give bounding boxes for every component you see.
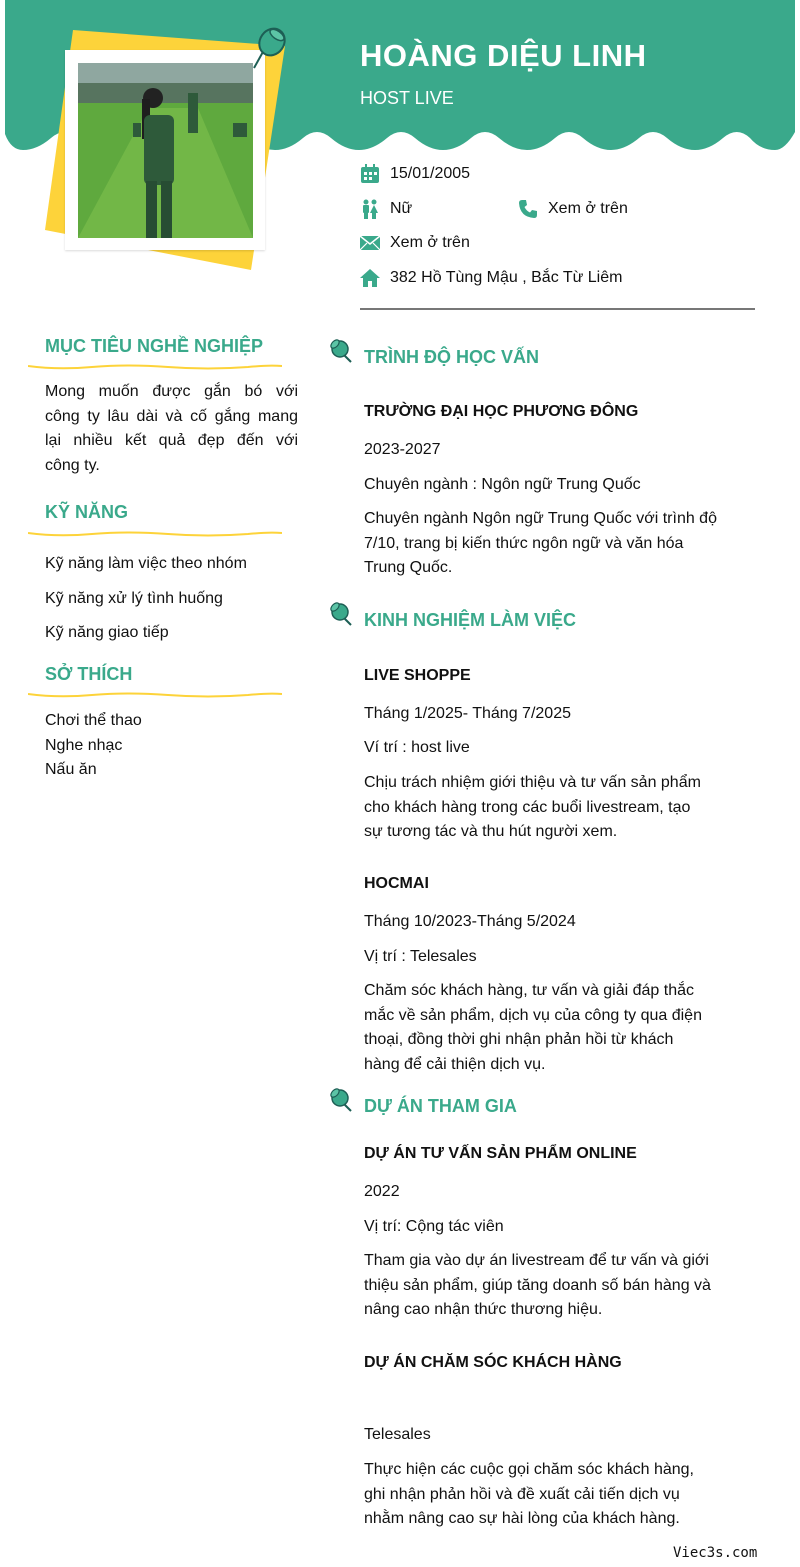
hobby-item: Nghe nhạc: [45, 737, 123, 754]
objective-underline: [28, 362, 282, 372]
job-period: Tháng 10/2023-Tháng 5/2024: [364, 913, 576, 930]
job-company: HOCMAI: [364, 875, 429, 892]
hobbies-title: SỞ THÍCH: [45, 664, 133, 684]
home-icon: [360, 268, 380, 288]
project-period: 2022: [364, 1183, 400, 1200]
project-name: DỰ ÁN TƯ VẤN SẢN PHẨM ONLINE: [364, 1145, 637, 1162]
description-line: Chuyên ngành Ngôn ngữ Trung Quốc với trình độ: [364, 510, 717, 527]
description-line: hàng để cải thiện dịch vụ.: [364, 1055, 546, 1073]
description-line: 7/10, trang bị kiến thức ngôn ngữ và văn hóa: [364, 534, 684, 552]
education-period: 2023-2027: [364, 441, 441, 458]
phone-icon: [518, 199, 538, 219]
skill-item: Kỹ năng xử lý tình huống: [45, 590, 223, 607]
objective-title: MỤC TIÊU NGHỀ NGHIỆP: [45, 336, 264, 356]
description-line: thoại, đồng thời ghi nhận phản hồi từ khách: [364, 1031, 674, 1048]
description-line: thiệu sản phẩm, giúp tăng doanh số bán hàng và: [364, 1276, 711, 1294]
hobby-item: Nấu ăn: [45, 761, 97, 778]
footer-brand: Viec3s.com: [673, 1545, 758, 1561]
photo-white-frame: [65, 50, 265, 250]
projects-title: DỰ ÁN THAM GIA: [364, 1096, 517, 1116]
contact-divider: [360, 308, 755, 310]
address-value: 382 Hồ Tùng Mậu , Bắc Từ Liêm: [390, 269, 623, 286]
description-line: Chịu trách nhiệm giới thiệu và tư vấn sản phẩm: [364, 774, 701, 791]
job-period: Tháng 1/2025- Tháng 7/2025: [364, 705, 571, 722]
description-line: nâng cao nhận thức thương hiệu.: [364, 1301, 603, 1318]
description-line: Chăm sóc khách hàng, tư vấn và giải đáp thắc: [364, 982, 695, 999]
description-line: sự tương tác và thu hút người xem.: [364, 823, 618, 840]
skill-item: Kỹ năng làm việc theo nhóm: [45, 555, 247, 572]
education-description: [364, 507, 739, 581]
calendar-icon: [360, 164, 380, 184]
skills-underline: [28, 529, 282, 539]
project-position: Vị trí: Cộng tác viên: [364, 1218, 504, 1235]
description-line: Trung Quốc.: [364, 559, 453, 576]
address-row: [360, 268, 622, 288]
phone-row: [518, 199, 628, 219]
skill-item: Kỹ năng giao tiếp: [45, 624, 169, 641]
project-name: DỰ ÁN CHĂM SÓC KHÁCH HÀNG: [364, 1354, 622, 1371]
pushpin-icon: [329, 1087, 357, 1115]
job-position: Ví trí : host live: [364, 739, 470, 756]
objective-line: công ty lâu dài và cố gắng mang: [45, 407, 298, 425]
gender-row: [360, 199, 412, 219]
email-icon: [360, 233, 380, 253]
gender-icon: [360, 199, 380, 219]
phone-value: Xem ở trên: [548, 200, 628, 217]
description-line: ghi nhận phản hồi và đề xuất cải tiến dịch vụ: [364, 1485, 680, 1503]
education-title: TRÌNH ĐỘ HỌC VẤN: [364, 347, 539, 367]
pushpin-icon: [329, 601, 357, 629]
description-line: Tham gia vào dự án livestream để tư vấn và giới: [364, 1252, 709, 1269]
email-value: Xem ở trên: [390, 234, 470, 251]
pushpin-icon: [329, 338, 357, 366]
email-row: [360, 233, 470, 253]
description-line: nhằm nâng cao sự hài lòng của khách hàng.: [364, 1510, 680, 1527]
gender-value: Nữ: [390, 200, 413, 217]
hobbies-underline: [28, 690, 282, 700]
experience-title: KINH NGHIỆM LÀM VIỆC: [364, 610, 577, 630]
project-description: [364, 1458, 739, 1532]
job-description: [364, 979, 739, 1077]
skills-title: KỸ NĂNG: [45, 502, 129, 522]
candidate-role: HOST LIVE: [360, 88, 454, 108]
hobby-item: Chơi thể thao: [45, 712, 142, 729]
description-line: mắc về sản phẩm, dịch vụ của công ty qua điện: [364, 1006, 702, 1024]
job-position: Vị trí : Telesales: [364, 948, 477, 965]
education-school: TRƯỜNG ĐẠI HỌC PHƯƠNG ĐÔNG: [364, 403, 639, 420]
candidate-name: HOÀNG DIỆU LINH: [360, 38, 647, 73]
profile-photo: [78, 63, 253, 238]
education-major: Chuyên ngành : Ngôn ngữ Trung Quốc: [364, 476, 641, 493]
description-line: Thực hiện các cuộc gọi chăm sóc khách hàng,: [364, 1461, 694, 1478]
objective-text: [45, 380, 298, 478]
job-company: LIVE SHOPPE: [364, 667, 471, 684]
objective-line: công ty.: [45, 456, 100, 474]
birthday-value: 15/01/2005: [390, 165, 471, 182]
project-description: [364, 1249, 739, 1323]
job-description: [364, 771, 739, 845]
project-position: Telesales: [364, 1426, 431, 1443]
profile-photo-frame: [45, 30, 285, 270]
objective-line: Mong muốn được gắn bó với: [45, 383, 298, 400]
pushpin-icon: [250, 24, 290, 72]
birthday-row: [360, 164, 470, 184]
objective-line: lại nhiều kết quả đẹp đến với: [45, 432, 298, 449]
description-line: cho khách hàng trong các buổi livestream, tạo: [364, 798, 691, 816]
